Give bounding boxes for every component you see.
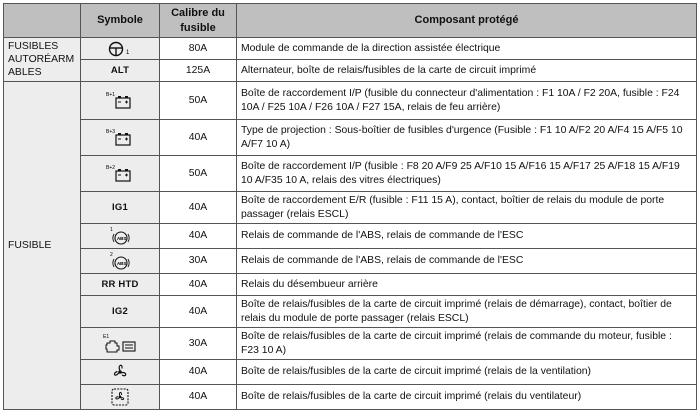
component-cell: Boîte de raccordement I/P (fusible : F8 20 A/F9 25 A/F10 15 A/F16 15 A/F17 25 A/F18 15 A/F19 10 A/F35 10 A, relais des vitres électriques) — [237, 156, 697, 192]
symbol-cell — [81, 385, 160, 410]
category-line: AUTORÉARM — [8, 54, 75, 65]
rating-cell: 50A — [160, 156, 237, 192]
table-row — [4, 328, 697, 360]
table-row — [4, 249, 697, 274]
symbol-label: RR HTD — [101, 278, 139, 290]
symbol-cell — [81, 82, 160, 120]
category-fusible: FUSIBLE — [4, 82, 81, 410]
battery-icon — [105, 163, 135, 185]
rating-cell: 40A — [160, 274, 237, 296]
header-composant: Composant protégé — [237, 4, 697, 38]
table-row — [4, 60, 697, 82]
symbol-label: IG2 — [112, 305, 128, 317]
rating-cell: 30A — [160, 249, 237, 274]
abs-icon — [107, 251, 133, 271]
rating-cell: 50A — [160, 82, 237, 120]
component-cell: Boîte de raccordement E/R (fusible : F11 15 A), contact, boîtier de relais du module de porte passager (relais ESCL) — [237, 192, 697, 224]
category-line: ABLES — [8, 67, 42, 78]
category-main-fuses — [4, 38, 81, 82]
icon-sub-label: B+1 — [106, 91, 116, 98]
symbol-cell — [81, 156, 160, 192]
table-row — [4, 385, 697, 410]
table-row — [4, 224, 697, 249]
header-calibre-line2: fusible — [180, 21, 216, 34]
icon-sub-label: 1 — [126, 49, 130, 56]
rating-cell: 40A — [160, 120, 237, 156]
symbol-cell — [81, 224, 160, 249]
symbol-cell — [81, 249, 160, 274]
symbol-cell — [81, 360, 160, 385]
table-row — [4, 274, 697, 296]
category-line: FUSIBLES — [8, 41, 59, 52]
rating-cell: 125A — [160, 60, 237, 82]
svg-text:ABS: ABS — [117, 235, 127, 241]
icon-sub-label: B+2 — [106, 164, 116, 171]
icon-sub-label: 2 — [110, 252, 113, 258]
rating-cell: 30A — [160, 328, 237, 360]
component-cell: Boîte de relais/fusibles de la carte de circuit imprimé (relais du ventilateur) — [237, 385, 697, 410]
abs-icon — [107, 226, 133, 246]
symbol-label: IG1 — [112, 201, 128, 213]
table-row — [4, 360, 697, 385]
symbol-label: ALT — [110, 64, 130, 76]
header-symbole: Symbole — [81, 4, 160, 38]
fuse-table — [3, 3, 697, 410]
component-cell: Boîte de relais/fusibles de la carte de circuit imprimé (relais de démarrage), contact, boîtier de relais du module de porte passager (relais ESCL) — [237, 296, 697, 328]
component-cell: Relais de commande de l'ABS, relais de commande de l'ESC — [237, 249, 697, 274]
table-row — [4, 192, 697, 224]
table-row — [4, 82, 697, 120]
table-row — [4, 38, 697, 60]
symbol-cell — [81, 274, 160, 296]
component-cell: Relais de commande de l'ABS, relais de commande de l'ESC — [237, 224, 697, 249]
symbol-cell — [81, 296, 160, 328]
icon-sub-label: E1 — [103, 333, 110, 340]
rating-cell: 40A — [160, 360, 237, 385]
symbol-cell — [81, 38, 160, 60]
component-cell: Type de projection : Sous-boîtier de fusibles d'urgence (Fusible : F1 10 A/F2 20 A/F4 15 A/F5 10 A/F7 10 A) — [237, 120, 697, 156]
rating-cell: 40A — [160, 385, 237, 410]
engine-ecu-icon — [102, 333, 138, 355]
steering-wheel-icon — [106, 41, 134, 57]
fan-icon — [109, 362, 131, 382]
component-cell: Relais du désembueur arrière — [237, 274, 697, 296]
component-cell: Boîte de relais/fusibles de la carte de circuit imprimé (relais de commande du moteur, fusible : F23 10 A) — [237, 328, 697, 360]
header-calibre-line1: Calibre du — [171, 7, 225, 20]
battery-icon — [105, 127, 135, 149]
component-cell: Module de commande de la direction assistée électrique — [237, 38, 697, 60]
symbol-cell — [81, 192, 160, 224]
table-row — [4, 156, 697, 192]
svg-text:ABS: ABS — [117, 260, 127, 266]
rating-cell: 40A — [160, 296, 237, 328]
rating-cell: 80A — [160, 38, 237, 60]
icon-sub-label: B+3 — [106, 128, 116, 135]
symbol-cell — [81, 328, 160, 360]
table-row — [4, 120, 697, 156]
component-cell: Alternateur, boîte de relais/fusibles de la carte de circuit imprimé — [237, 60, 697, 82]
header-calibre — [160, 4, 237, 38]
rating-cell: 40A — [160, 224, 237, 249]
symbol-cell — [81, 120, 160, 156]
component-cell: Boîte de relais/fusibles de la carte de circuit imprimé (relais de la ventilation) — [237, 360, 697, 385]
table-row — [4, 296, 697, 328]
blower-icon — [109, 387, 131, 407]
symbol-cell — [81, 60, 160, 82]
battery-icon — [105, 90, 135, 112]
icon-sub-label: 1 — [110, 227, 113, 233]
header-blank — [4, 4, 81, 38]
header-row — [4, 4, 697, 38]
component-cell: Boîte de raccordement I/P (fusible du connecteur d'alimentation : F1 10A / F2 20A, fusible : F24 10A / F25 10A / F26 10A / F27 15A, relais de feu arrière) — [237, 82, 697, 120]
rating-cell: 40A — [160, 192, 237, 224]
